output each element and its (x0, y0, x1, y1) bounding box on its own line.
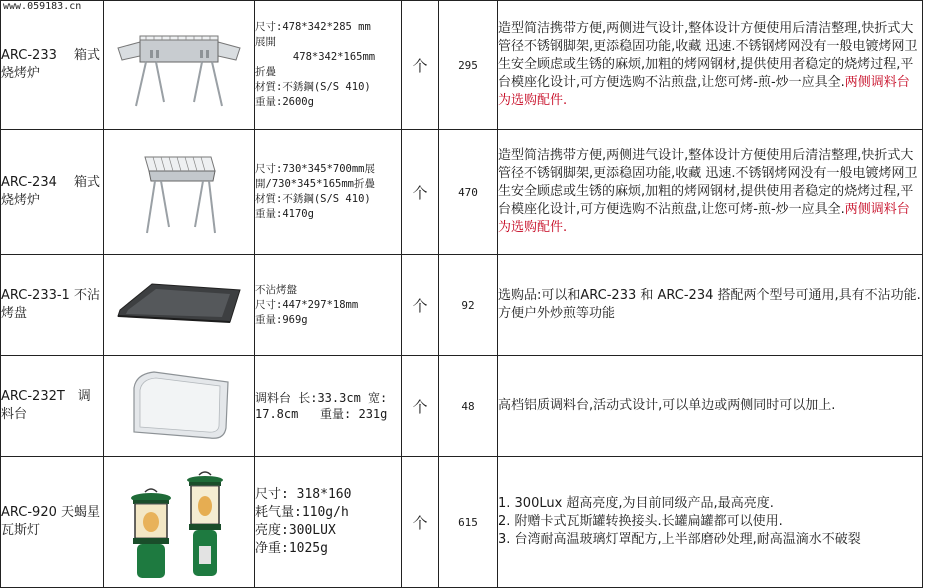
spec-line: 重量:969g (255, 313, 308, 326)
description-cell (498, 255, 923, 356)
description-text: 高档铝质调料台,活动式设计,可以单边或两侧同时可以加上. (498, 398, 836, 413)
product-image-cell (104, 457, 255, 588)
spec-line: 材質:不銹鋼(S/S 410) (255, 193, 371, 205)
spec-cell (255, 356, 402, 457)
lantern-left (131, 489, 171, 578)
description-text: 造型简洁携带方便,两侧进气设计,整体设计方便使用后清洁整理,快折式大管径不锈钢脚架,更添稳固功能,收藏 迅速.不锈钢烤网没有一般电镀烤网卫生安全顾虑或生锈的麻烦,加粗的烤网钢材,提供使用者稳定的烧烤过程,平 台模座化设计,可方便选购不沾煎盘,让您可烤-煎-炒一应具全. (498, 148, 918, 217)
spec-line: 折疊 (255, 66, 276, 78)
spec-line: 尺寸:447*297*18mm (255, 298, 359, 311)
nonstick-pan-image (112, 280, 247, 330)
spec-cell (255, 1, 402, 130)
spec-line: 展開 (255, 36, 276, 48)
gas-lantern-image (119, 462, 239, 582)
spec-line: 尺寸:478*342*285 mm (255, 21, 371, 33)
price-cell: 295 (439, 1, 498, 130)
description-text: 造型简洁携带方便,两侧进气设计,整体设计方便使用后清洁整理,快折式大管径不锈钢脚架,更添稳固功能,收藏 迅速.不锈钢烤网没有一般电镀烤网卫生安全顾虑或生锈的麻烦,加粗的烤网钢材,提供使用者稳定的烧烤过程,平 台模座化设计,可方便选购不沾煎盘,让您可烤-煎-炒一应具全. (498, 21, 918, 90)
spec-line: 重量:2600g (255, 96, 314, 108)
spec-cell (255, 255, 402, 356)
description-cell (498, 457, 923, 588)
spec-cell (255, 130, 402, 255)
grill-234-image (139, 147, 219, 237)
model-name: ARC-234 箱式烧烤炉 (1, 130, 104, 255)
description-line: 3. 台湾耐高温玻璃灯罩配方,上半部磨砂处理,耐高温滴水不破裂 (498, 532, 861, 547)
table-row (1, 255, 923, 356)
lantern-right (187, 472, 223, 576)
watermark: www.059183.cn (3, 1, 82, 12)
model-name: ARC-233-1 不沾烤盘 (1, 255, 104, 356)
spec-line: 调料台 长:33.3cm 宽: (255, 391, 388, 405)
price-cell: 92 (439, 255, 498, 356)
spec-line: 478*342*165mm (255, 51, 376, 63)
model-name: ARC-920 天蝎星瓦斯灯 (1, 457, 104, 588)
spec-line: 材質:不銹鋼(S/S 410) (255, 81, 371, 93)
unit-cell: 个 (402, 356, 439, 457)
description-line: 2. 附赠卡式瓦斯罐转换接头.长罐扁罐都可以使用. (498, 514, 783, 529)
unit-cell: 个 (402, 457, 439, 588)
aluminum-tray-image (124, 366, 234, 446)
table-row (1, 1, 923, 130)
spec-line: 尺寸: 318*160 (255, 487, 352, 502)
spec-line: 17.8cm 重量: 231g (255, 407, 388, 421)
product-image-cell (104, 255, 255, 356)
description-text: 选购品:可以和ARC-233 和 ARC-234 搭配两个型号可通用,具有不沾功能.方便户外炒煎等功能 (498, 288, 921, 321)
spec-line: 不沾烤盤 (255, 283, 297, 296)
product-image-cell (104, 356, 255, 457)
description-cell (498, 356, 923, 457)
grill-233-image (114, 18, 244, 113)
spec-cell (255, 457, 402, 588)
spec-line: 耗气量:110g/h (255, 505, 349, 520)
table-row (1, 356, 923, 457)
model-name: ARC-232T 调料台 (1, 356, 104, 457)
description-red-note: 两侧调料台为选购配件. (498, 202, 910, 235)
description-red-note: 两侧调料台为选购配件. (498, 75, 910, 108)
description-line: 1. 300Lux 超高亮度,为目前同级产品,最高亮度. (498, 496, 774, 511)
product-image-cell (104, 130, 255, 255)
price-cell: 470 (439, 130, 498, 255)
spec-line: 尺寸:730*345*700mm展 (255, 163, 376, 175)
product-image-cell (104, 1, 255, 130)
table-row (1, 457, 923, 588)
unit-cell: 个 (402, 1, 439, 130)
spec-line: 净重:1025g (255, 541, 328, 556)
price-cell: 615 (439, 457, 498, 588)
spec-line: 亮度:300LUX (255, 523, 336, 538)
spec-line: 開/730*345*165mm折疊 (255, 178, 376, 190)
description-cell (498, 1, 923, 130)
description-cell (498, 130, 923, 255)
unit-cell: 个 (402, 255, 439, 356)
spec-line: 重量:4170g (255, 208, 314, 220)
price-cell: 48 (439, 356, 498, 457)
table-row (1, 130, 923, 255)
unit-cell: 个 (402, 130, 439, 255)
model-name: ARC-233 箱式烧烤炉 (1, 1, 104, 130)
